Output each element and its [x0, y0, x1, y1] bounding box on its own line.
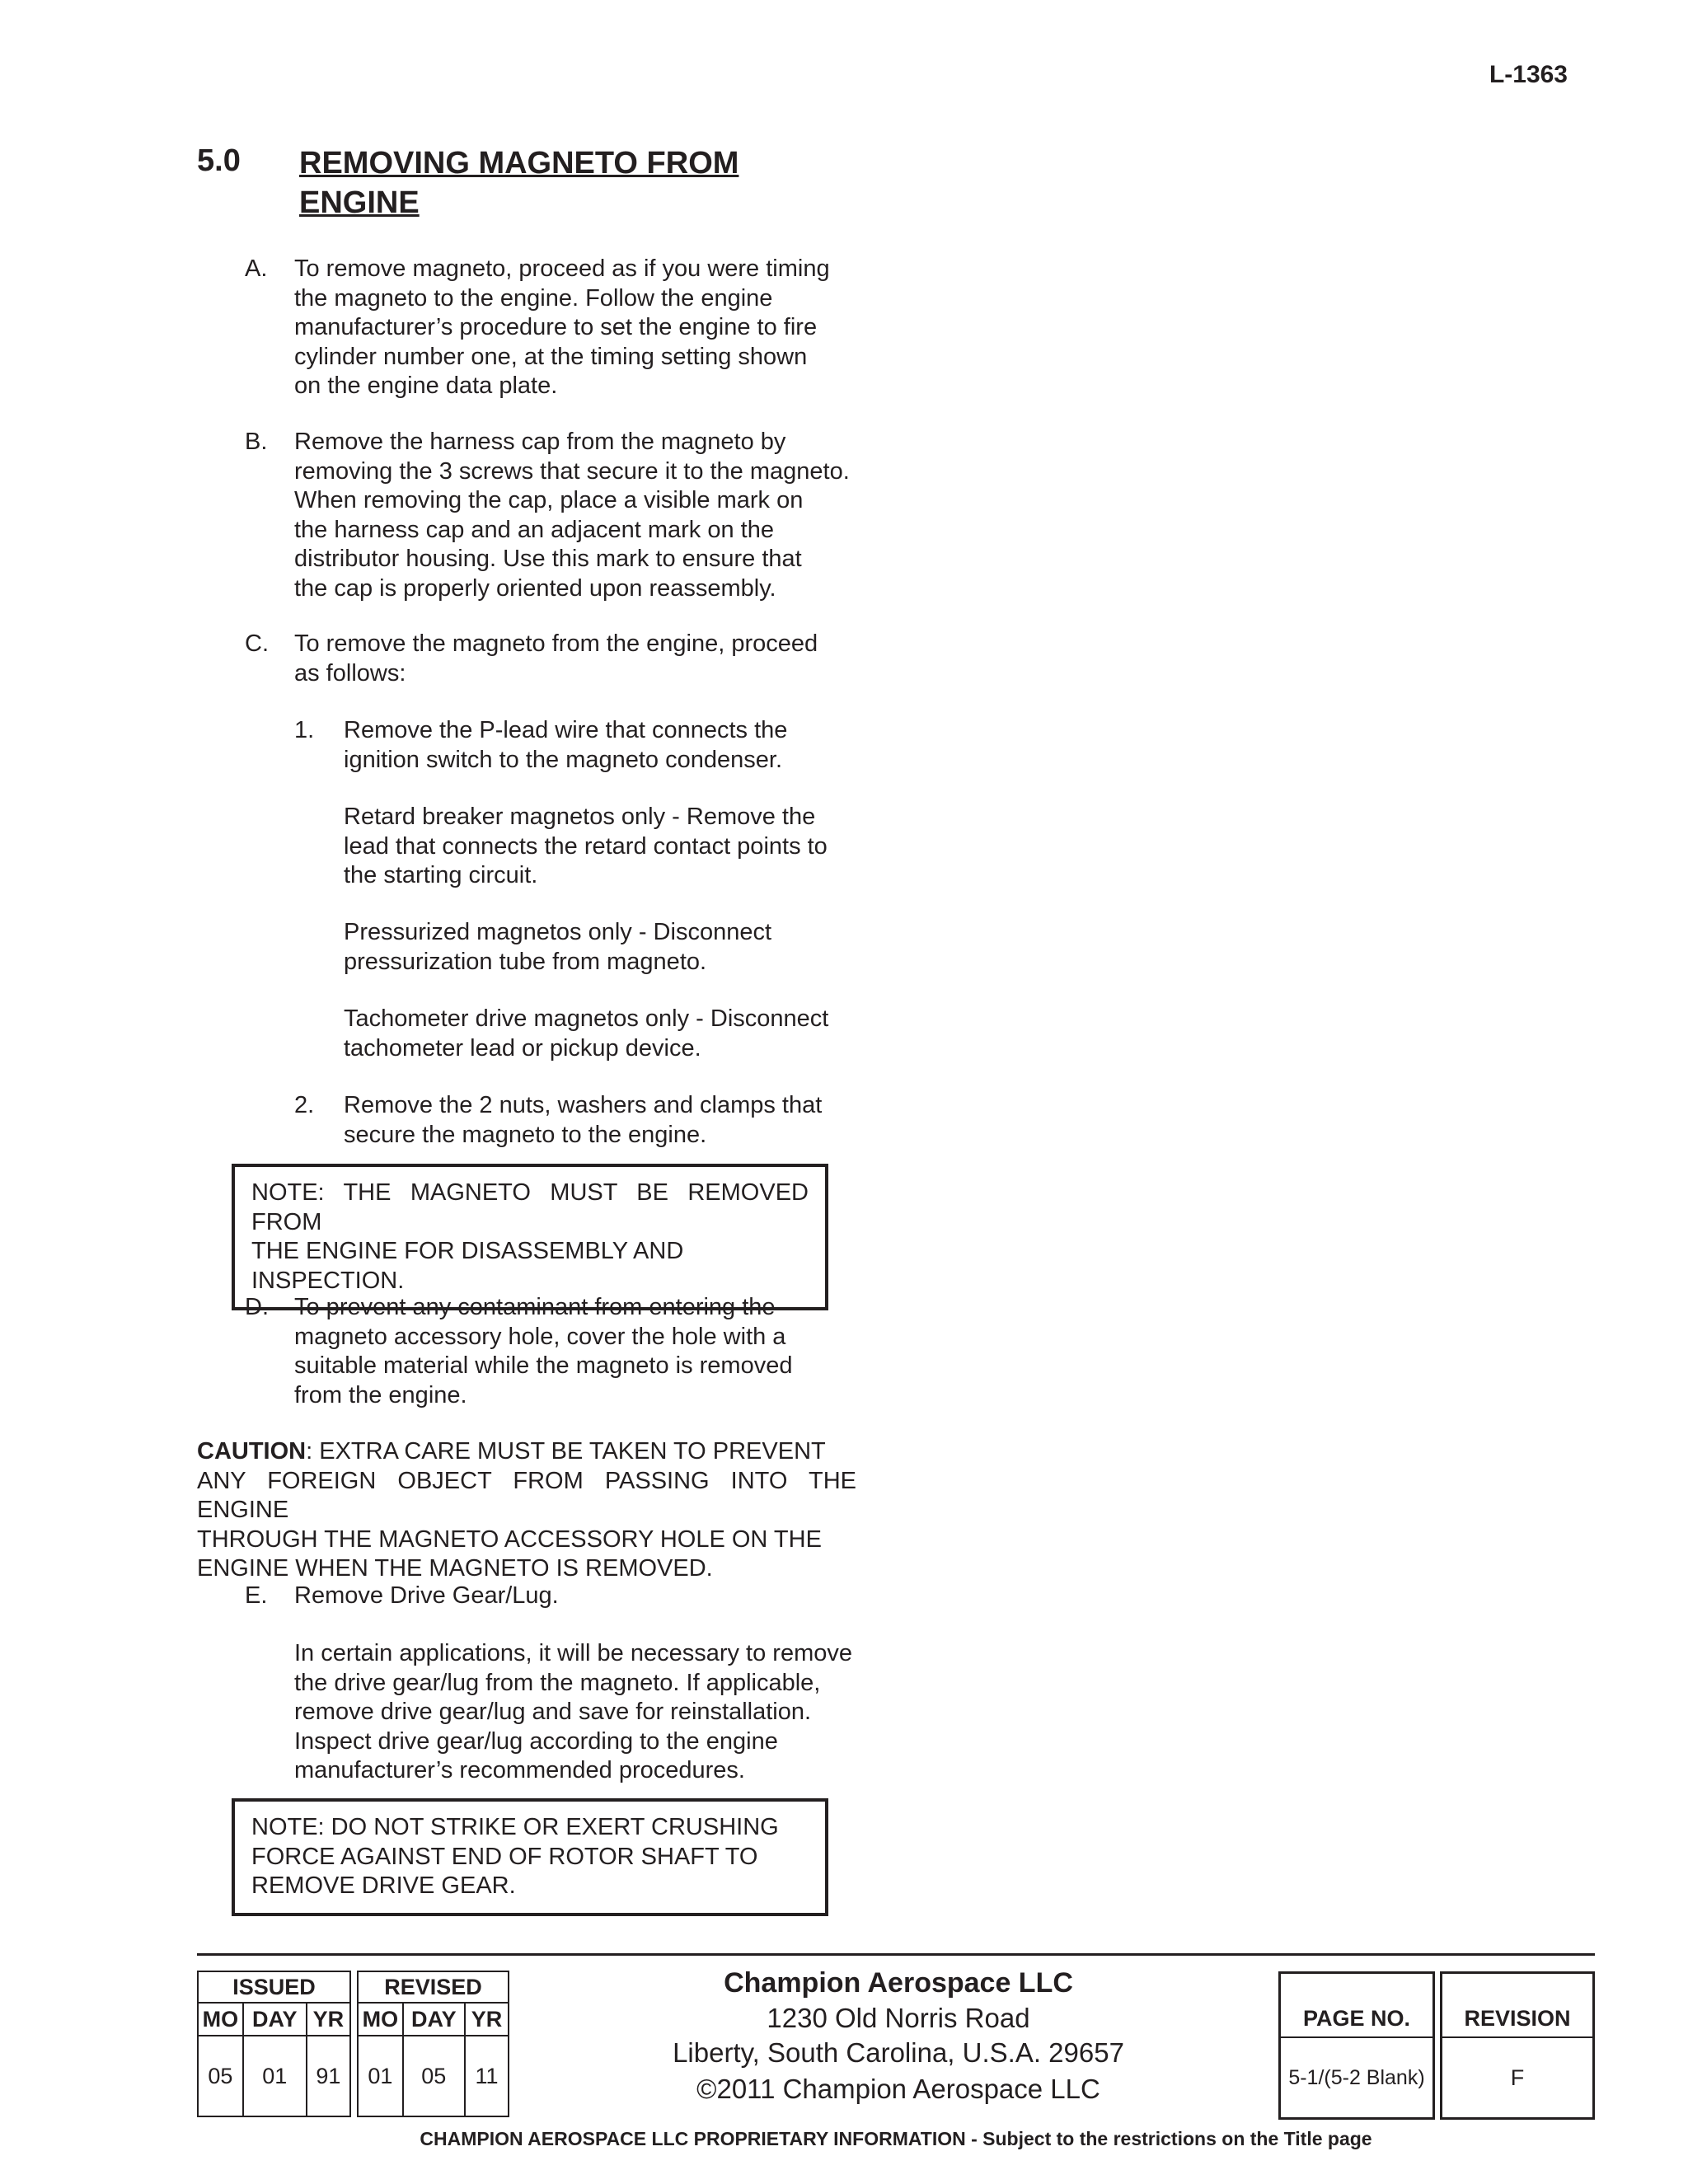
step-c-label: C.: [245, 630, 269, 657]
text-line: tachometer lead or pickup device.: [344, 1034, 701, 1062]
text-line: THE ENGINE FOR DISASSEMBLY AND: [251, 1238, 684, 1264]
text-line: pressurization tube from magneto.: [344, 948, 707, 975]
document-number: L-1363: [1489, 61, 1568, 88]
text-line: the harness cap and an adjacent mark on the: [294, 516, 774, 543]
text-line: When removing the cap, place a visible mark on: [294, 487, 804, 513]
revision-box: [1440, 1971, 1595, 2120]
text-line: remove drive gear/lug and save for reinstallation.: [294, 1699, 812, 1725]
issued-label: ISSUED: [198, 1971, 350, 2003]
company-block: [528, 1965, 1269, 2108]
text-line: as follows:: [294, 659, 406, 687]
text-line: ANY FOREIGN OBJECT FROM PASSING INTO THE ENGINE: [197, 1467, 856, 1523]
note-box: [232, 1164, 828, 1310]
text-line: suitable material while the magneto is removed: [294, 1352, 793, 1379]
revision-label: REVISION: [1442, 1974, 1592, 2038]
company-copyright: ©2011 Champion Aerospace LLC: [696, 2074, 1100, 2104]
text-line: on the engine data plate.: [294, 373, 558, 399]
text-line: the drive gear/lug from the magneto. If applicable,: [294, 1669, 821, 1696]
issued-date-table: [197, 1971, 351, 2117]
text-line: To remove the magneto from the engine, proceed: [294, 630, 818, 657]
step-e-label: E.: [245, 1582, 268, 1609]
page-number: 5-1/(5-2 Blank): [1288, 2065, 1425, 2089]
text-line: secure the magneto to the engine.: [344, 1121, 707, 1148]
page-no-label: PAGE NO.: [1281, 1974, 1432, 2038]
text-line: removing the 3 screws that secure it to the magneto.: [294, 457, 850, 485]
text-line: Retard breaker magnetos only - Remove the: [344, 804, 816, 830]
text-line: cylinder number one, at the timing setting shown: [294, 343, 808, 370]
text-line: NOTE: DO NOT STRIKE OR EXERT CRUSHING: [251, 1814, 779, 1840]
mo-header: MO: [358, 2003, 403, 2036]
text-line: Remove the 2 nuts, washers and clamps that: [344, 1092, 823, 1118]
text-line: FORCE AGAINST END OF ROTOR SHAFT TO: [251, 1843, 758, 1870]
text-line: Inspect drive gear/lug according to the engine: [294, 1727, 778, 1755]
yr-header: YR: [307, 2003, 350, 2036]
text-line: the magneto to the engine. Follow the engine: [294, 284, 773, 312]
text-line: from the engine.: [294, 1381, 467, 1408]
text-line: magneto accessory hole, cover the hole with a: [294, 1323, 786, 1350]
issued-year: 91: [307, 2036, 350, 2116]
text-line: : EXTRA CARE MUST BE TAKEN TO PREVENT: [306, 1438, 826, 1465]
section-title-line: REMOVING MAGNETO FROM: [299, 146, 739, 180]
retard-breaker-text: [344, 803, 856, 891]
text-line: the starting circuit.: [344, 862, 538, 888]
mo-header: MO: [198, 2003, 243, 2036]
revision-value: F: [1510, 2064, 1525, 2090]
caution-line: [197, 1437, 856, 1467]
footer-divider: [197, 1953, 1595, 1956]
step-d-label: D.: [245, 1294, 269, 1320]
step-e-heading: Remove Drive Gear/Lug.: [294, 1582, 559, 1609]
revised-date-table: [357, 1971, 509, 2117]
revised-label: REVISED: [358, 1971, 509, 2003]
step-c2-text: [344, 1091, 856, 1150]
tachometer-text: [344, 1005, 856, 1063]
step-d-text: [294, 1293, 856, 1410]
proprietary-notice: CHAMPION AEROSPACE LLC PROPRIETARY INFORMATION - Subject to the restrictions on the Title page: [420, 2128, 1372, 2149]
step-c1-text: [344, 716, 856, 775]
text-line: INSPECTION.: [251, 1267, 405, 1294]
section-title-line: ENGINE: [299, 185, 420, 220]
revised-year: 11: [465, 2036, 509, 2116]
text-line: the cap is properly oriented upon reassembly.: [294, 574, 776, 602]
text-line: REMOVE DRIVE GEAR.: [251, 1872, 516, 1899]
section-title: [299, 143, 827, 223]
revised-month: 01: [358, 2036, 403, 2116]
text-line: manufacturer’s recommended procedures.: [294, 1757, 745, 1783]
text-line: NOTE: THE MAGNETO MUST BE REMOVED FROM: [251, 1179, 809, 1235]
step-c-text: [294, 630, 856, 688]
step-e-text: [294, 1639, 856, 1786]
text-line: To remove magneto, proceed as if you were timing: [294, 255, 830, 282]
company-name: Champion Aerospace LLC: [724, 1967, 1073, 1999]
company-address-street: 1230 Old Norris Road: [767, 2003, 1030, 2033]
page-number-box: [1278, 1971, 1435, 2120]
step-c1-label: 1.: [294, 717, 315, 743]
company-address-city: Liberty, South Carolina, U.S.A. 29657: [673, 2037, 1124, 2068]
text-line: lead that connects the retard contact points to: [344, 832, 828, 860]
step-a-label: A.: [245, 255, 268, 282]
step-c2-label: 2.: [294, 1092, 315, 1118]
text-line: Tachometer drive magnetos only - Disconnect: [344, 1005, 829, 1032]
issued-day: 01: [243, 2036, 307, 2116]
text-line: To prevent any contaminant from entering the: [294, 1294, 776, 1320]
pressurized-text: [344, 918, 856, 977]
section-number: 5.0: [197, 143, 241, 178]
text-line: ENGINE WHEN THE MAGNETO IS REMOVED.: [197, 1555, 713, 1582]
text-line: Pressurized magnetos only - Disconnect: [344, 919, 772, 945]
text-line: THROUGH THE MAGNETO ACCESSORY HOLE ON THE: [197, 1526, 822, 1553]
text-line: ignition switch to the magneto condenser.: [344, 746, 782, 773]
text-line: Remove the P-lead wire that connects the: [344, 717, 788, 743]
day-header: DAY: [243, 2003, 307, 2036]
text-line: In certain applications, it will be necessary to remove: [294, 1640, 852, 1666]
step-b-label: B.: [245, 429, 268, 455]
text-line: distributor housing. Use this mark to ensure that: [294, 546, 802, 572]
step-a-text: [294, 255, 856, 401]
text-line: Remove the harness cap from the magneto by: [294, 429, 786, 455]
yr-header: YR: [465, 2003, 509, 2036]
issued-month: 05: [198, 2036, 243, 2116]
caution-label: CAUTION: [197, 1438, 307, 1465]
step-b-text: [294, 428, 856, 603]
caution-block: [197, 1437, 856, 1584]
day-header: DAY: [403, 2003, 465, 2036]
text-line: manufacturer’s procedure to set the engine to fire: [294, 314, 818, 340]
revised-day: 05: [403, 2036, 465, 2116]
note-box: [232, 1798, 828, 1916]
